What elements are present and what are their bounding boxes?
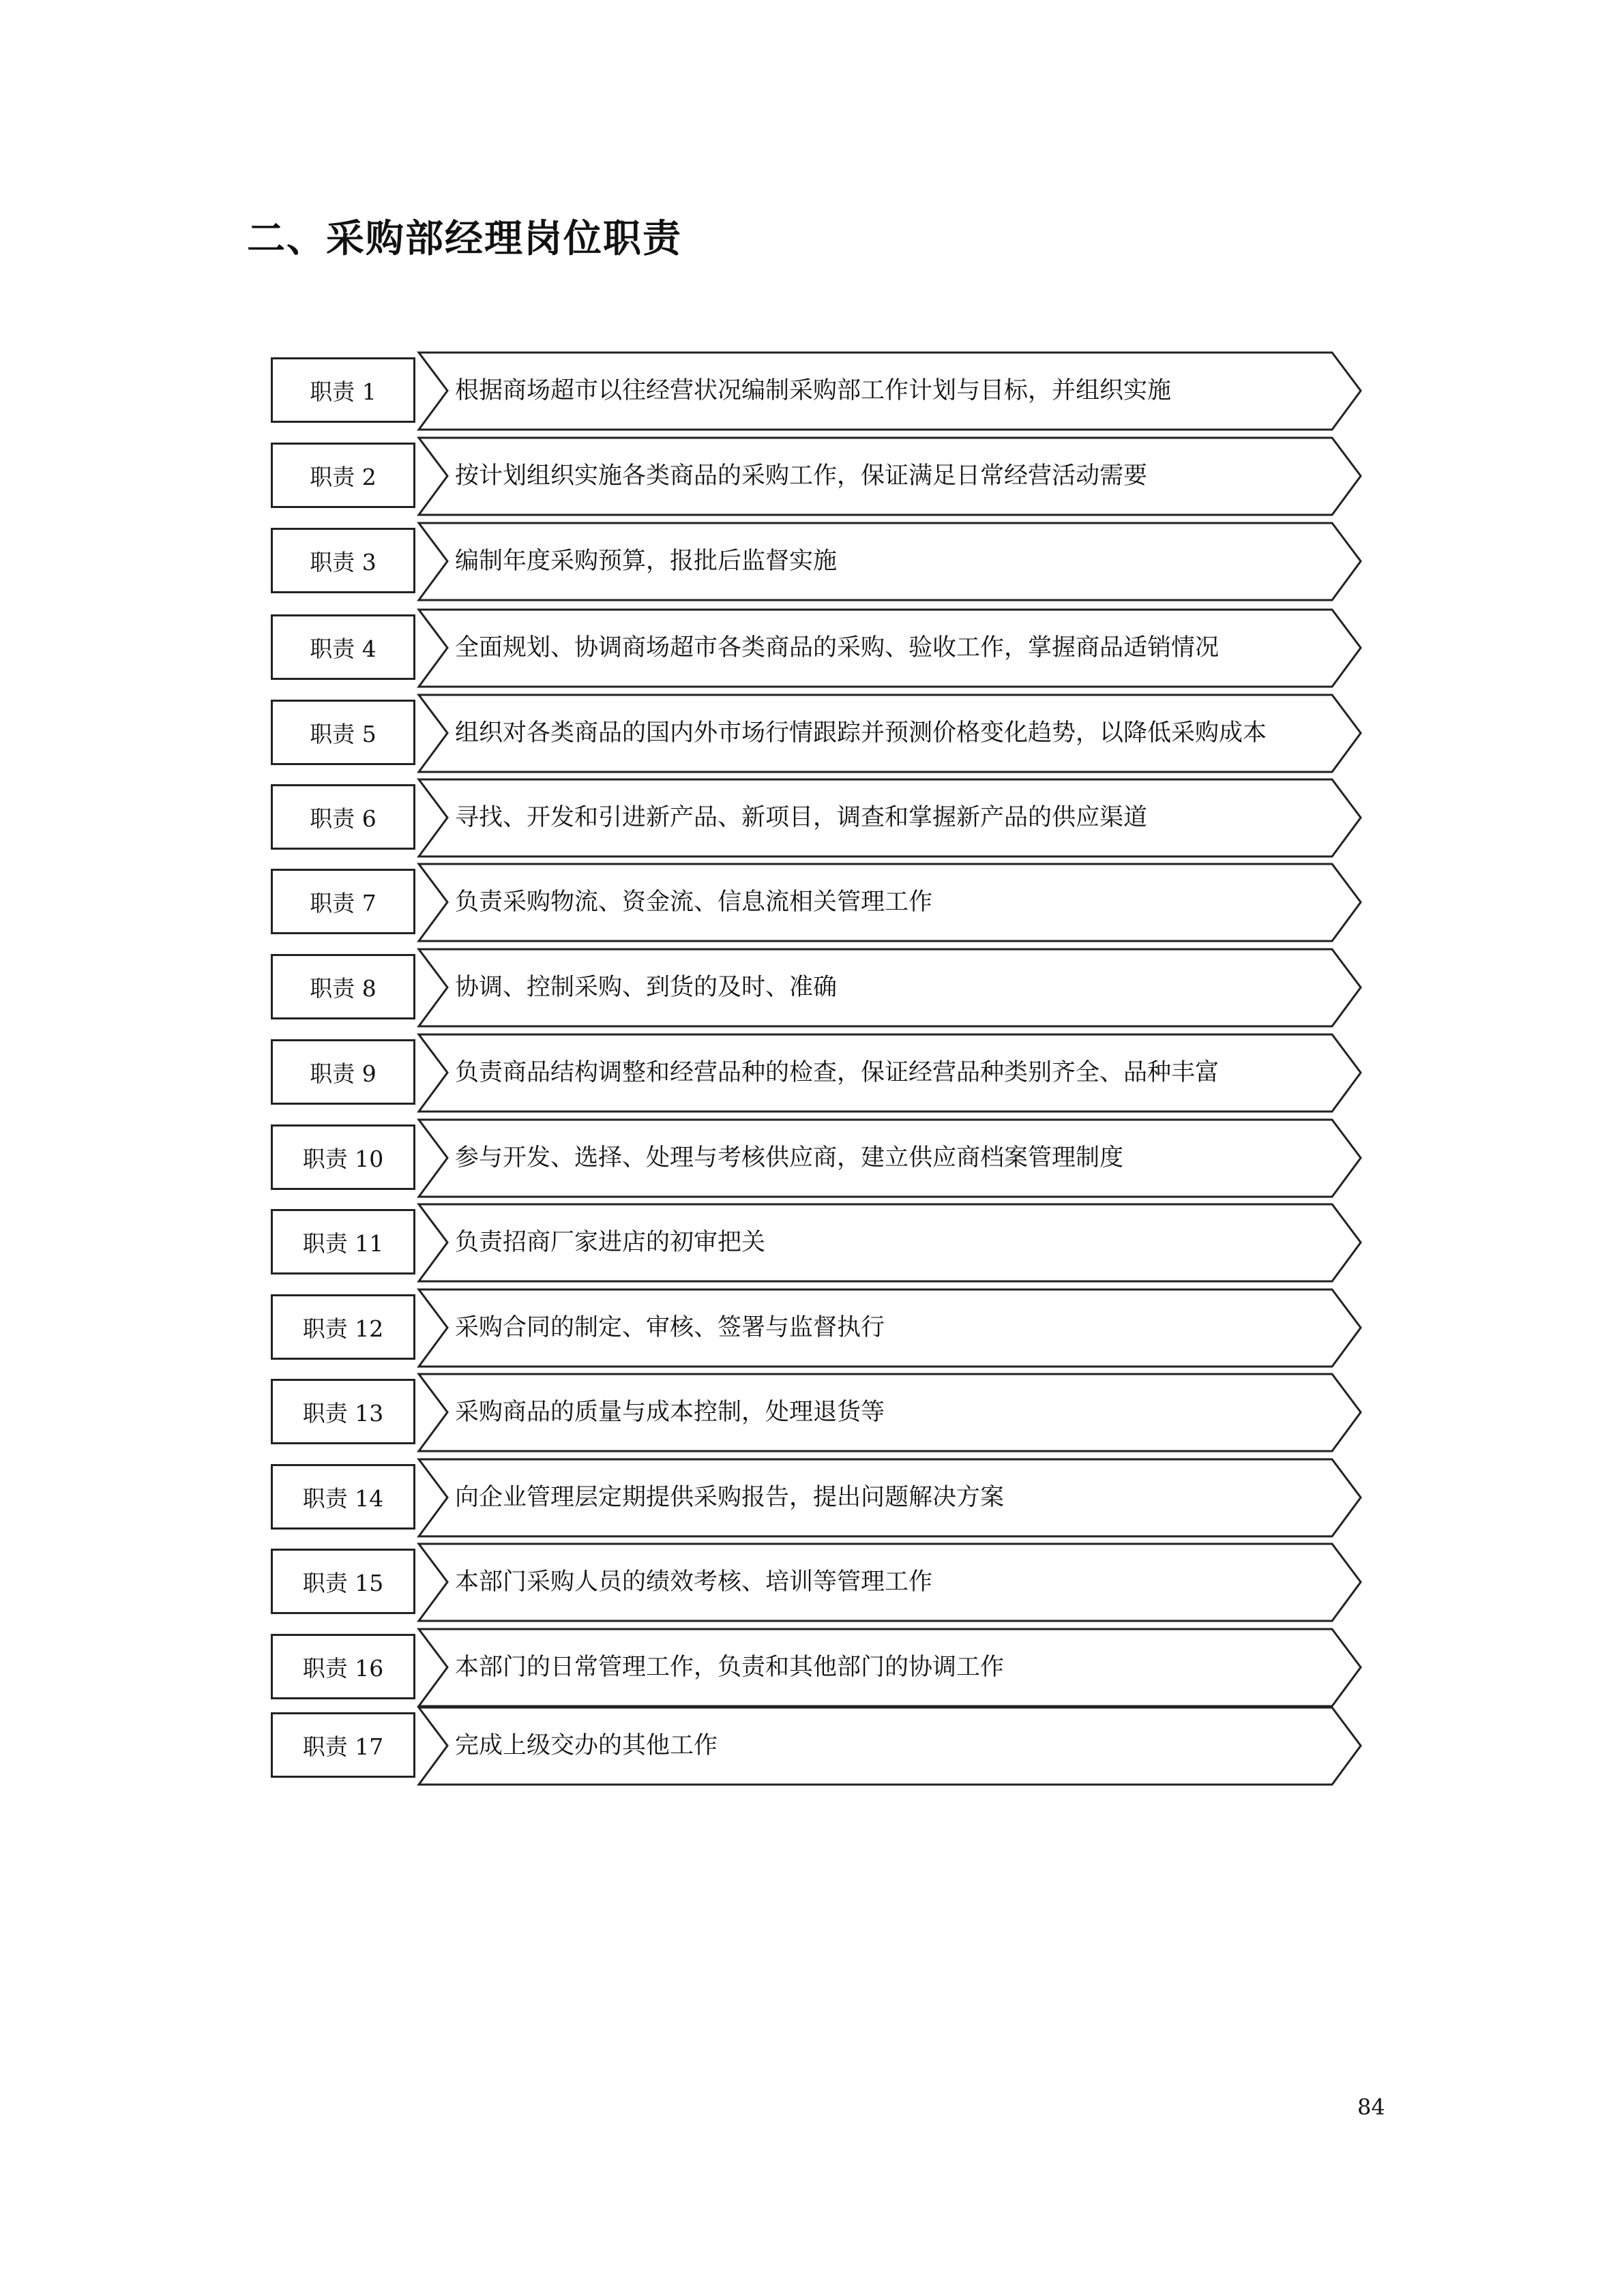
duty-row	[0, 863, 1624, 944]
duty-label: 职责 6	[271, 784, 415, 850]
duty-row	[0, 1203, 1624, 1285]
duty-text: 向企业管理层定期提供采购报告，提出问题解决方案	[455, 1484, 1005, 1511]
duty-label: 职责 7	[271, 869, 415, 934]
duty-label: 职责 17	[271, 1712, 415, 1778]
duty-row	[0, 1373, 1624, 1455]
duty-label: 职责 1	[271, 357, 415, 423]
page-title: 二、采购部经理岗位职责	[247, 216, 682, 261]
duty-row	[0, 778, 1624, 860]
duty-text: 采购商品的质量与成本控制，处理退货等	[455, 1399, 885, 1426]
duty-row	[0, 436, 1624, 518]
duty-label: 职责 13	[271, 1379, 415, 1444]
duty-row	[0, 1288, 1624, 1370]
duty-label: 职责 2	[271, 443, 415, 508]
duty-label: 职责 5	[271, 700, 415, 765]
duty-label: 职责 9	[271, 1039, 415, 1105]
duty-row	[0, 1458, 1624, 1540]
duty-label: 职责 10	[271, 1124, 415, 1190]
duty-text: 根据商场超市以往经营状况编制采购部工作计划与目标，并组织实施	[455, 377, 1172, 404]
duty-label: 职责 16	[271, 1634, 415, 1699]
duty-label: 职责 4	[271, 614, 415, 680]
duty-text: 编制年度采购预算，报批后监督实施	[455, 548, 838, 575]
duty-row	[0, 694, 1624, 775]
duty-text: 组织对各类商品的国内外市场行情跟踪并预测价格变化趋势，以降低采购成本	[455, 719, 1267, 747]
duty-text: 本部门的日常管理工作，负责和其他部门的协调工作	[455, 1654, 1005, 1681]
duty-row	[0, 351, 1624, 433]
duty-text: 采购合同的制定、审核、签署与监督执行	[455, 1314, 885, 1341]
duty-row	[0, 1628, 1624, 1710]
duty-text: 参与开发、选择、处理与考核供应商，建立供应商档案管理制度	[455, 1144, 1124, 1172]
duty-label: 职责 8	[271, 954, 415, 1019]
duty-text: 负责招商厂家进店的初审把关	[455, 1229, 766, 1256]
duty-text: 寻找、开发和引进新产品、新项目，调查和掌握新产品的供应渠道	[455, 804, 1148, 831]
duty-label: 职责 11	[271, 1209, 415, 1274]
page-number: 84	[1357, 2094, 1385, 2120]
duty-row	[0, 608, 1624, 690]
duty-text: 负责采购物流、资金流、信息流相关管理工作	[455, 889, 933, 916]
duty-label: 职责 12	[271, 1294, 415, 1360]
duty-label: 职责 3	[271, 528, 415, 593]
duty-row	[0, 1033, 1624, 1115]
duty-row	[0, 522, 1624, 603]
duty-row	[0, 1118, 1624, 1200]
duty-row	[0, 1706, 1624, 1788]
duty-text: 负责商品结构调整和经营品种的检查，保证经营品种类别齐全、品种丰富	[455, 1059, 1220, 1086]
duty-text: 本部门采购人员的绩效考核、培训等管理工作	[455, 1568, 933, 1596]
duty-label: 职责 15	[271, 1549, 415, 1614]
duty-text: 按计划组织实施各类商品的采购工作，保证满足日常经营活动需要	[455, 462, 1148, 490]
duty-text: 全面规划、协调商场超市各类商品的采购、验收工作，掌握商品适销情况	[455, 634, 1220, 661]
duty-text: 协调、控制采购、到货的及时、准确	[455, 974, 838, 1001]
duty-text: 完成上级交办的其他工作	[455, 1732, 718, 1759]
duty-row	[0, 1542, 1624, 1624]
duty-label: 职责 14	[271, 1464, 415, 1530]
duty-row	[0, 948, 1624, 1030]
